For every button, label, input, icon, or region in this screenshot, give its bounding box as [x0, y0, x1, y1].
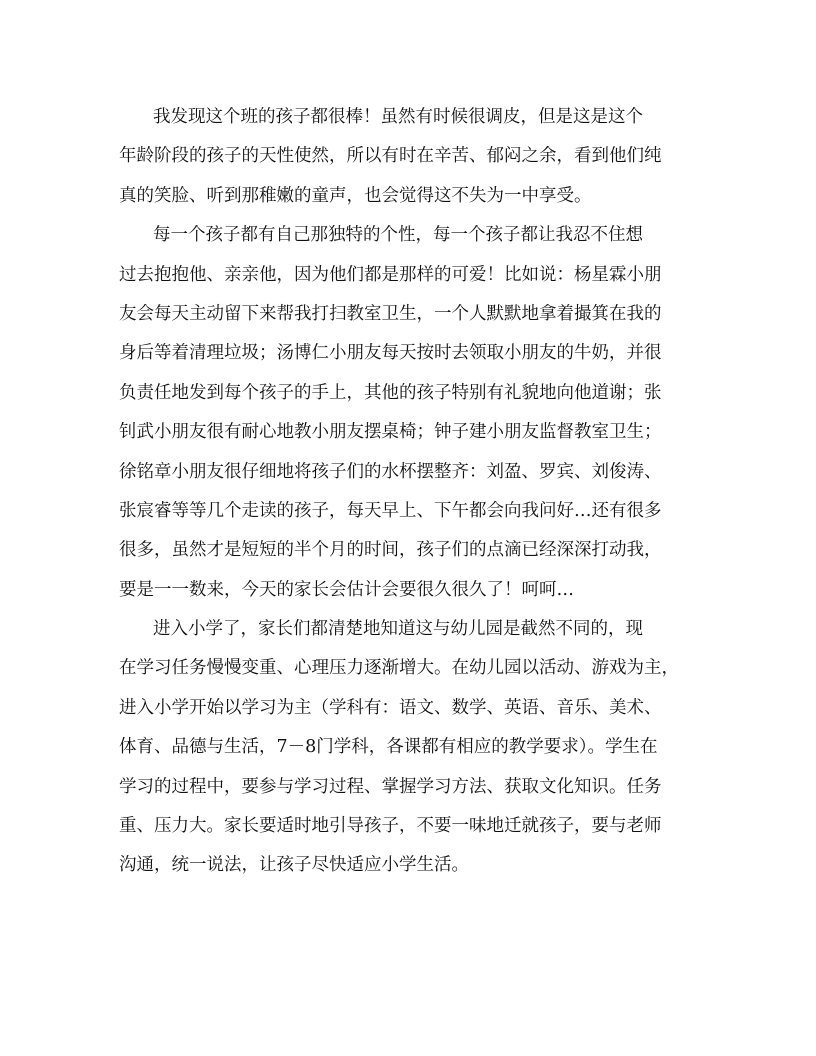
paragraph-line: 重、压力大。家长要适时地引导孩子，不要一味地迁就孩子，要与老师 — [119, 816, 662, 837]
paragraph-line: 真的笑脸、听到那稚嫩的童声，也会觉得这不失为一中享受。 — [119, 185, 592, 206]
paragraph-line: 身后等着清理垃圾；汤博仁小朋友每天按时去领取小朋友的牛奶，并很 — [119, 343, 662, 364]
paragraph-line: 要是一一数来，今天的家长会估计会要很久很久了！呵呵… — [119, 579, 574, 600]
paragraph-line: 进入小学开始以学习为主（学科有：语文、数学、英语、音乐、美术、 — [119, 697, 662, 718]
paragraph-line: 张宸睿等等几个走读的孩子，每天早上、下午都会向我问好…还有很多 — [119, 500, 662, 521]
paragraph-line: 负责任地发到每个孩子的手上，其他的孩子特别有礼貌地向他道谢；张 — [119, 382, 662, 403]
paragraph-line: 每一个孩子都有自己那独特的个性，每一个孩子都让我忍不住想 — [153, 225, 643, 246]
paragraph-1 — [119, 98, 697, 216]
paragraph-line: 友会每天主动留下来帮我打扫教室卫生，一个人默默地拿着撮箕在我的 — [119, 303, 662, 324]
paragraph-3 — [119, 610, 697, 886]
document-body — [119, 98, 697, 886]
paragraph-line: 在学习任务慢慢变重、心理压力逐渐增大。在幼儿园以活动、游戏为主， — [119, 658, 679, 679]
paragraph-line: 学习的过程中，要参与学习过程、掌握学习方法、获取文化知识。任务 — [119, 776, 662, 797]
paragraph-line: 进入小学了，家长们都清楚地知道这与幼儿园是截然不同的，现 — [153, 619, 643, 640]
paragraph-line: 徐铭章小朋友很仔细地将孩子们的水杯摆整齐：刘盈、罗宾、刘俊涛、 — [119, 461, 662, 482]
paragraph-line: 很多，虽然才是短短的半个月的时间，孩子们的点滴已经深深打动我， — [119, 540, 662, 561]
paragraph-line: 体育、品德与生活，7－8门学科，各课都有相应的教学要求）。学生在 — [119, 737, 658, 758]
paragraph-line: 沟通，统一说法，让孩子尽快适应小学生活。 — [119, 855, 469, 876]
paragraph-line: 我发现这个班的孩子都很棒！虽然有时候很调皮，但是这是这个 — [153, 107, 643, 127]
paragraph-2 — [119, 216, 697, 610]
paragraph-line: 过去抱抱他、亲亲他，因为他们都是那样的可爱！比如说：杨星霖小朋 — [119, 264, 662, 285]
paragraph-line: 年龄阶段的孩子的天性使然，所以有时在辛苦、郁闷之余，看到他们纯 — [119, 146, 662, 167]
paragraph-line: 钊武小朋友很有耐心地教小朋友摆桌椅；钟子建小朋友监督教室卫生； — [119, 422, 662, 443]
